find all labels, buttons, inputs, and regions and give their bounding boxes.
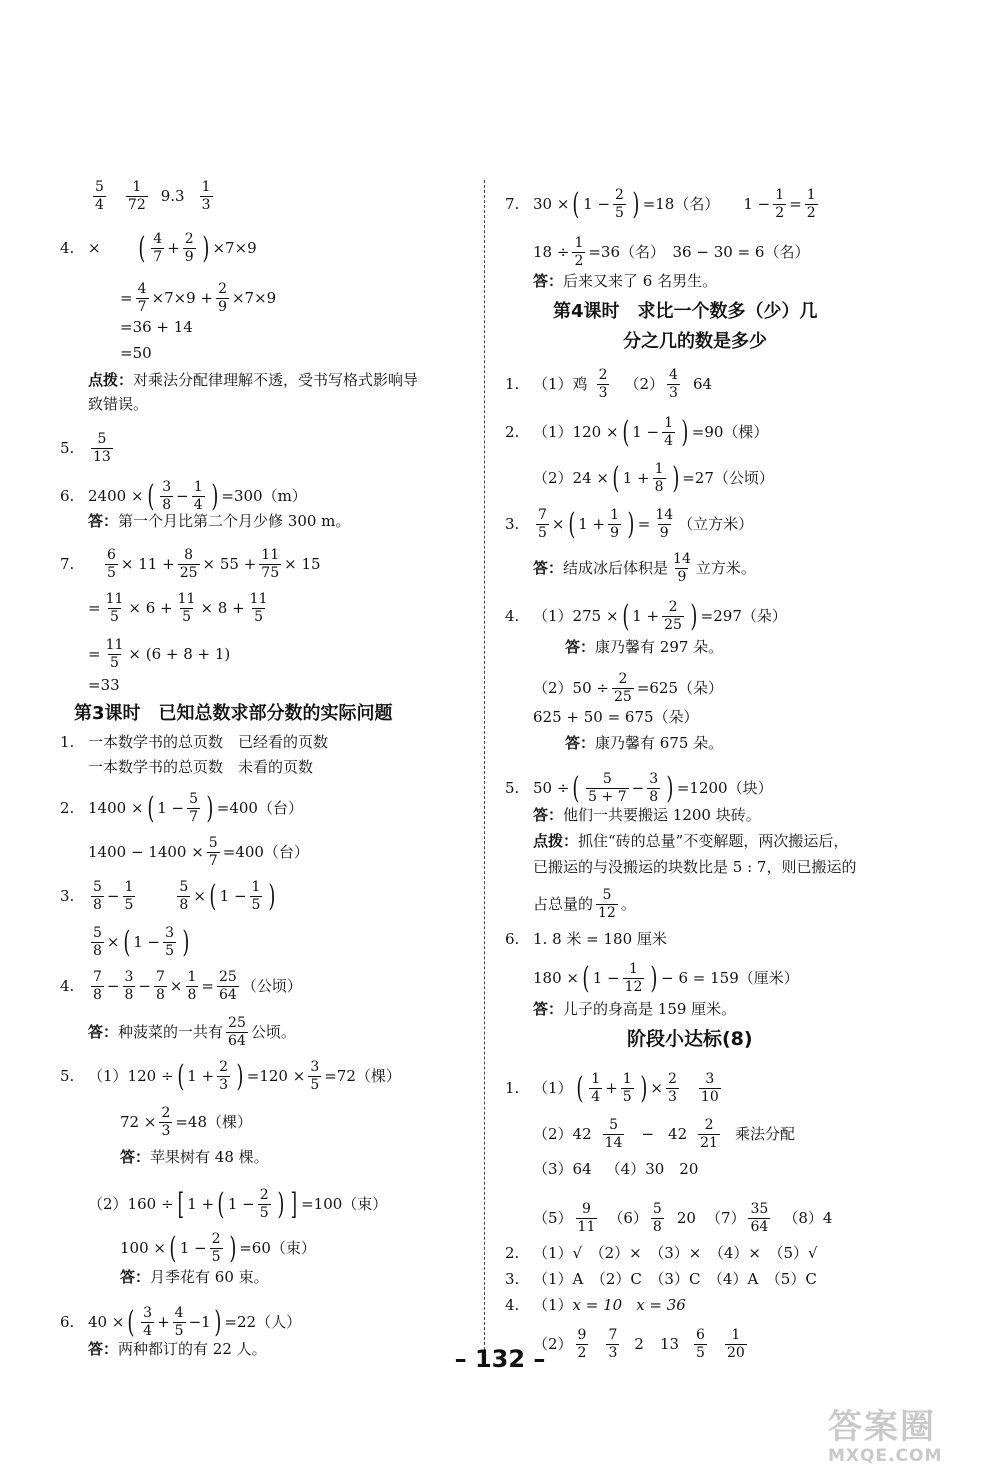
checkpoint-q4: 4. （1） x = 10 x = 36: [505, 1296, 686, 1314]
page-number: – 132 –: [454, 1345, 546, 1373]
section-heading-4-line2: 分之几的数是多少: [623, 331, 767, 352]
sec4-q5: 5. 50 ÷ ( $\frac{5}{5 + 7}$ − $\frac{3}{8}$ ) =1200（块）: [505, 770, 773, 806]
q7-step-2: = $\frac{11}{5}$ × (6 + 8 + 1): [88, 637, 231, 671]
question-7: 7. $\frac{6}{5}$ × 11 + $\frac{8}{25}$ × 55 + $\frac{11}{75}$ × 15: [60, 547, 321, 581]
q4-step-1: = $\frac{4}{7}$ ×7×9 + $\frac{2}{9}$ ×7×9: [120, 281, 277, 315]
tip-1-cont: 致错误。: [88, 395, 149, 413]
checkpoint-q1: 1. （1） ( $\frac{1}{4}$ + $\frac{1}{5}$ ) × $\frac{2}{3}$ $\frac{3}{10}$: [505, 1070, 719, 1106]
sec3-q2: 2. 1400 × ( 1 − $\frac{5}{7}$ ) =400（台）: [60, 790, 303, 826]
checkpoint-q1-part5: （5） $\frac{9}{11}$ （6） $\frac{5}{8}$ 20 （7） $\frac{35}{64}$ （8） 4: [533, 1201, 833, 1235]
sec3-q5-line4: 100 × ( 1 − $\frac{2}{5}$ ) =60（束）: [120, 1230, 316, 1266]
section-heading-checkpoint: 阶段小达标(8): [627, 1028, 753, 1050]
sec4-q6-answer: 答： 儿子的身高是 159 厘米。: [533, 1000, 737, 1018]
question-6: 6. 2400 × ( $\frac{3}{8}$ − $\frac{1}{4}$ ) =300（m）: [60, 478, 307, 514]
sec3-q5-answer-1: 答： 苹果树有 48 棵。: [120, 1148, 269, 1166]
sec3-q1-line2: 一本数学书的总页数 未看的页数: [88, 758, 314, 776]
intro-line: $\frac{5}{4}$ $\frac{1}{72}$ 9.3 $\frac{1}{3}$: [95, 179, 211, 213]
sec3-q5-line2: 72 × $\frac{2}{3}$ =48（棵）: [120, 1105, 253, 1139]
section-heading-3: 第3课时 已知总数求部分数的实际问题: [74, 703, 393, 724]
sec3-q5-part2: （2） 160 ÷ [ 1 + ( 1 − $\frac{2}{5}$ ) ] =100（束）: [88, 1186, 388, 1222]
sec3-q3: 3. $\frac{5}{8}$ − $\frac{1}{5}$ $\frac{5}{8}$ × ( 1 − $\frac{1}{5}$ ): [60, 878, 276, 914]
sec3-q3-line2: $\frac{5}{8}$ × ( 1 − $\frac{3}{5}$ ): [93, 924, 190, 960]
sec4-q5-answer: 答： 他们一共要搬运 1200 块砖。: [533, 806, 761, 824]
sec3-q5: 5. （1） 120 ÷ ( 1 + $\frac{2}{3}$ ) =120 × $\frac{3}{5}$ =72（棵）: [60, 1058, 401, 1094]
sec4-q1: 1. （1） 鸡 $\frac{2}{3}$ （2） $\frac{4}{3}$ 64: [505, 367, 713, 401]
checkpoint-q4-part2: （2） $\frac{9}{2}$ $\frac{7}{3}$ 2 13 $\frac{6}{5}$ $\frac{1}{20}$: [533, 1327, 745, 1361]
sec3-q4-answer: 答： 种菠菜的一共有 $\frac{25}{64}$ 公顷。: [88, 1015, 296, 1049]
q4-step-2: =36 + 14: [120, 318, 193, 336]
sec4-q4-line3: 625 + 50 = 675（朵）: [533, 708, 699, 726]
sec3-q5-answer-2: 答： 月季花有 60 束。: [120, 1268, 269, 1286]
sec3-q1: 1. 一本数学书的总页数 已经看的页数: [60, 733, 329, 751]
sec4-q4: 4. （1） 275 × ( 1 + $\frac{2}{25}$ ) =297（朵）: [505, 598, 787, 634]
fraction: $\frac{5}{4}$: [95, 179, 104, 213]
sec4-q4-answer-2: 答： 康乃馨有 675 朵。: [565, 734, 724, 752]
checkpoint-q1-part3: （3） 64 （4） 30 20: [533, 1160, 699, 1178]
tip-2: 点拨： 抓住“砖的总量”不变解题，两次搬运后，: [533, 832, 849, 850]
sec4-q6-line2: 180 × ( 1 − $\frac{1}{12}$ ) − 6 = 159（厘米）: [533, 960, 799, 996]
sec4-q4-part2: （2） 50 ÷ $\frac{2}{25}$ =625（朵）: [533, 671, 724, 705]
question-7-right: 7. 30 × ( 1 − $\frac{2}{5}$ ) =18（名） 1 − $\frac{1}{2}$ = $\frac{1}{2}$: [505, 186, 816, 222]
tip-1: 点拨： 对乘法分配律理解不透，受书写格式影响导: [88, 371, 419, 389]
question-5: 5. $\frac{5}{13}$: [60, 431, 111, 465]
tip-2-line3: 占总量的 $\frac{5}{12}$ 。: [533, 887, 636, 921]
checkpoint-q3: 3. （1）A （2）C （3）C （4）A （5）C: [505, 1270, 817, 1288]
sec4-q6: 6. 1. 8 米 = 180 厘米: [505, 930, 667, 948]
sec4-q3: 3. $\frac{7}{5}$ × ( 1 + $\frac{1}{9}$ ) = $\frac{14}{9}$ （立方米）: [505, 506, 754, 542]
sec4-q4-answer-1: 答： 康乃馨有 297 朵。: [565, 638, 724, 656]
watermark-logo: 答案圈 MXQE.COM: [828, 1407, 943, 1466]
column-divider: [484, 180, 485, 1365]
sec4-q2: 2. （1） 120 × ( 1 − $\frac{1}{4}$ ) =90（棵）: [505, 414, 769, 450]
sec3-q2-line2: 1400 − 1400 × $\frac{5}{7}$ =400（台）: [88, 835, 309, 869]
q7-step-3: =33: [88, 676, 120, 694]
tip-2-line2: 已搬运的与没搬运的块数比是 5 : 7，则已搬运的: [533, 858, 857, 876]
q7-right-line2: 18 ÷ $\frac{1}{2}$ =36（名） 36 − 30 = 6（名）: [533, 235, 810, 269]
sec4-q3-answer: 答： 结成冰后体积是 $\frac{14}{9}$ 立方米。: [533, 551, 756, 585]
fraction: $\frac{1}{72}$: [127, 179, 146, 213]
question-4: 4. × ( $\frac{4}{7}$ + $\frac{2}{9}$ ) ×7×9: [60, 230, 257, 266]
sec4-q2-part2: （2） 24 × ( 1 + $\frac{1}{8}$ ) =27（公顷）: [533, 460, 774, 496]
q6-answer: 答： 第一个月比第二个月少修 300 m。: [88, 512, 351, 530]
sec3-q6: 6. 40 × ( $\frac{3}{4}$ + $\frac{4}{5}$ −1 ) =22（人）: [60, 1304, 302, 1340]
q4-step-3: =50: [120, 344, 152, 362]
sec3-q6-answer: 答： 两种都订的有 22 人。: [88, 1340, 267, 1358]
checkpoint-q1-part2: （2） 42 $\frac{5}{14}$ − 42 $\frac{2}{21}$ 乘法分配: [533, 1117, 795, 1151]
q7-right-answer: 答： 后来又来了 6 名男生。: [533, 272, 718, 290]
sec3-q4: 4. $\frac{7}{8}$ − $\frac{3}{8}$ − $\frac{7}{8}$ × $\frac{1}{8}$ = $\frac{25}{64}$ （公顷）: [60, 969, 302, 1003]
fraction: $\frac{1}{3}$: [201, 179, 211, 213]
q7-step-1: = $\frac{11}{5}$ × 6 + $\frac{11}{5}$ × 8 + $\frac{11}{5}$: [88, 591, 268, 625]
section-heading-4: 第4课时 求比一个数多（少）几: [553, 301, 818, 322]
checkpoint-q2: 2. （1）√ （2）× （3）× （4）× （5）√: [505, 1244, 818, 1262]
